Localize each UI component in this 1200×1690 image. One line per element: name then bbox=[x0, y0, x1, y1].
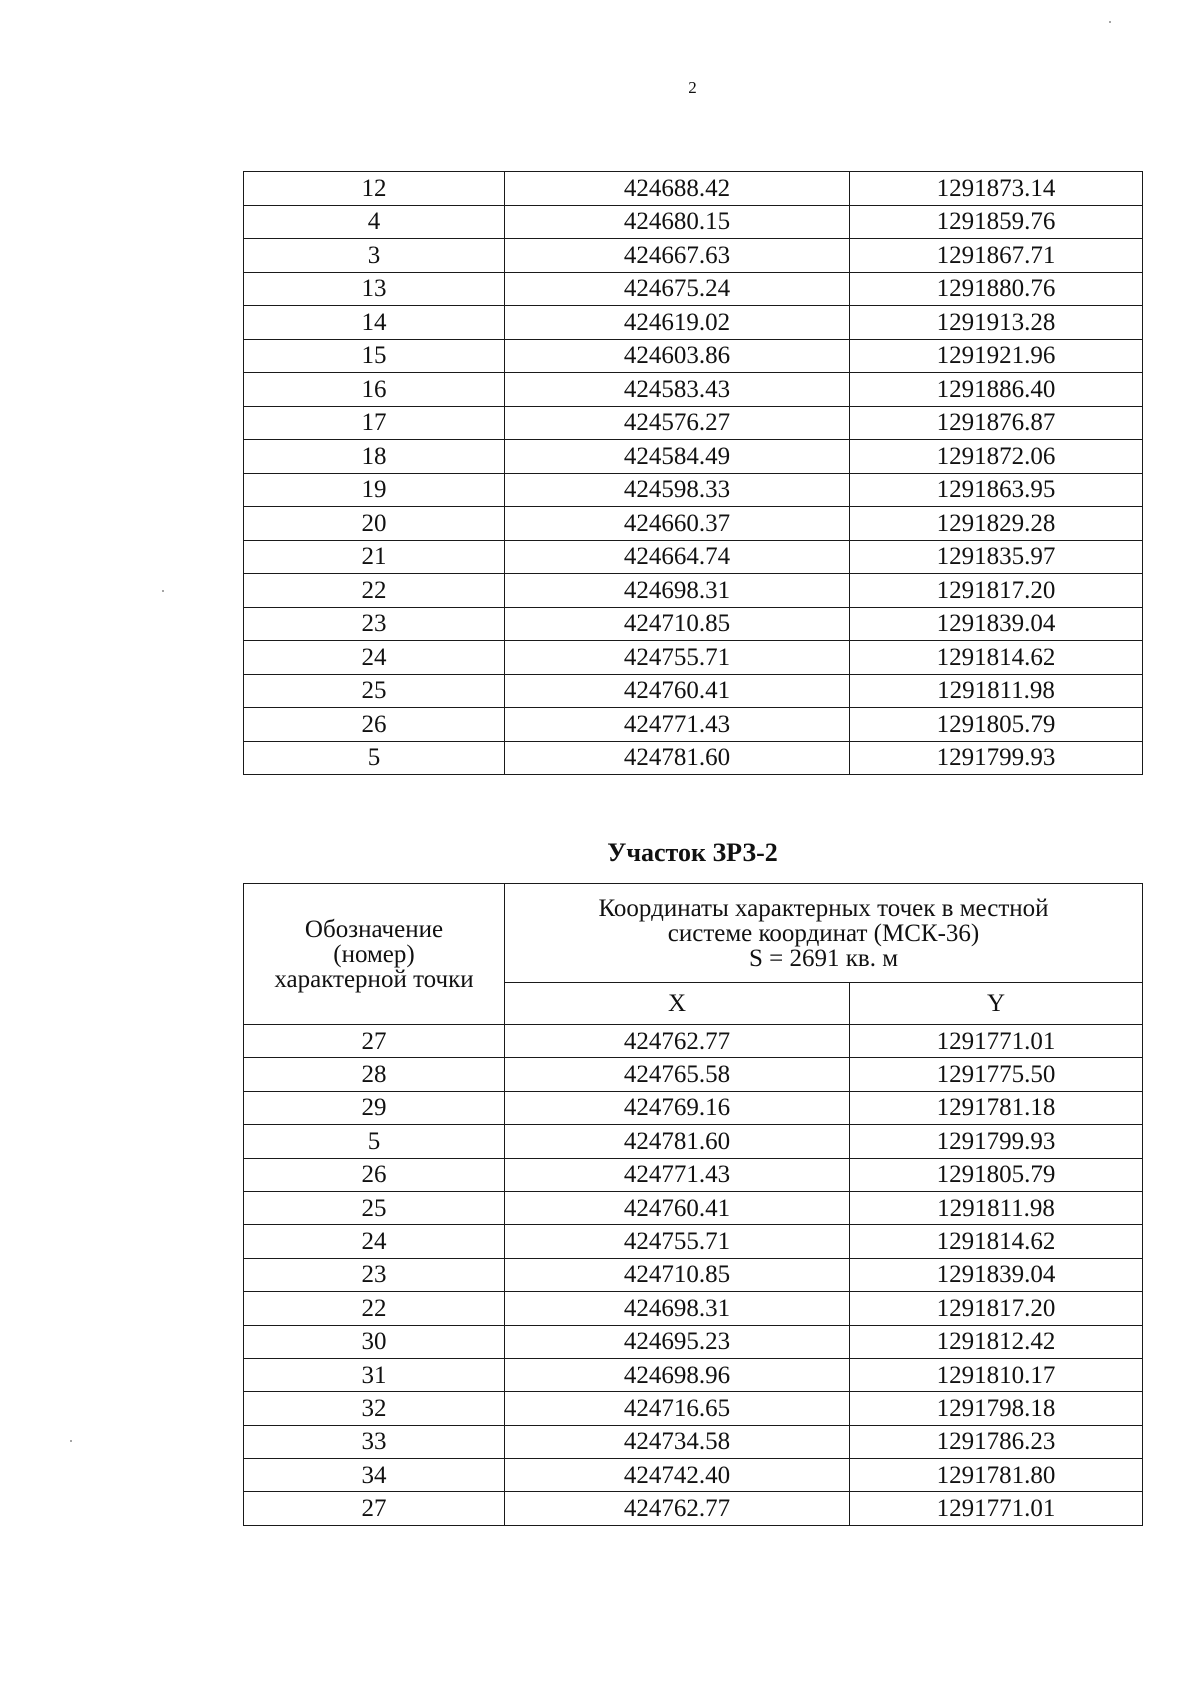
point-number-cell: 22 bbox=[244, 574, 505, 608]
table2-body bbox=[244, 1025, 1143, 1526]
x-coordinate-cell: 424698.31 bbox=[505, 1292, 850, 1325]
table-row bbox=[244, 574, 1143, 608]
point-number-cell: 3 bbox=[244, 239, 505, 273]
scan-speck bbox=[162, 590, 164, 592]
y-coordinate-cell: 1291817.20 bbox=[850, 574, 1143, 608]
table-row bbox=[244, 1358, 1143, 1391]
table-row bbox=[244, 1492, 1143, 1525]
table-row bbox=[244, 540, 1143, 574]
table-header-row bbox=[244, 884, 1143, 983]
x-coordinate-cell: 424675.24 bbox=[505, 272, 850, 306]
y-coordinate-cell: 1291771.01 bbox=[850, 1025, 1143, 1058]
point-number-cell: 19 bbox=[244, 473, 505, 507]
table-row bbox=[244, 306, 1143, 340]
point-number-cell: 25 bbox=[244, 674, 505, 708]
table-row bbox=[244, 1258, 1143, 1291]
table-row bbox=[244, 741, 1143, 775]
y-coordinate-cell: 1291839.04 bbox=[850, 1258, 1143, 1291]
y-coordinate-cell: 1291771.01 bbox=[850, 1492, 1143, 1525]
x-coordinate-cell: 424698.96 bbox=[505, 1358, 850, 1391]
y-coordinate-cell: 1291810.17 bbox=[850, 1358, 1143, 1391]
table-row bbox=[244, 373, 1143, 407]
point-number-cell: 15 bbox=[244, 339, 505, 373]
point-number-cell: 18 bbox=[244, 440, 505, 474]
y-coordinate-cell: 1291859.76 bbox=[850, 205, 1143, 239]
y-coordinate-cell: 1291863.95 bbox=[850, 473, 1143, 507]
table-row bbox=[244, 1058, 1143, 1091]
designation-header-line1: Обозначение bbox=[304, 915, 444, 943]
x-coordinate-cell: 424760.41 bbox=[505, 1191, 850, 1224]
point-number-cell: 25 bbox=[244, 1191, 505, 1224]
x-coordinate-cell: 424664.74 bbox=[505, 540, 850, 574]
y-coordinate-cell: 1291835.97 bbox=[850, 540, 1143, 574]
coordinates-header bbox=[505, 884, 1143, 983]
table-row bbox=[244, 1191, 1143, 1224]
y-coordinate-cell: 1291799.93 bbox=[850, 741, 1143, 775]
y-coordinate-cell: 1291805.79 bbox=[850, 1158, 1143, 1191]
x-coordinate-cell: 424698.31 bbox=[505, 574, 850, 608]
x-coordinate-cell: 424619.02 bbox=[505, 306, 850, 340]
point-number-cell: 23 bbox=[244, 607, 505, 641]
x-coordinate-cell: 424781.60 bbox=[505, 741, 850, 775]
y-coordinate-cell: 1291775.50 bbox=[850, 1058, 1143, 1091]
point-number-cell: 13 bbox=[244, 272, 505, 306]
y-coordinate-cell: 1291867.71 bbox=[850, 239, 1143, 273]
y-coordinate-cell: 1291839.04 bbox=[850, 607, 1143, 641]
x-coordinate-cell: 424603.86 bbox=[505, 339, 850, 373]
table-row bbox=[244, 406, 1143, 440]
area-label: S = 2691 кв. м bbox=[748, 944, 899, 972]
point-number-cell: 26 bbox=[244, 1158, 505, 1191]
point-number-cell: 4 bbox=[244, 205, 505, 239]
x-coordinate-cell: 424660.37 bbox=[505, 507, 850, 541]
table-row bbox=[244, 205, 1143, 239]
table-row bbox=[244, 473, 1143, 507]
table1-body bbox=[244, 172, 1143, 775]
x-coordinate-cell: 424716.65 bbox=[505, 1392, 850, 1425]
x-coordinate-cell: 424755.71 bbox=[505, 1225, 850, 1258]
y-coordinate-cell: 1291799.93 bbox=[850, 1125, 1143, 1158]
x-coordinate-cell: 424762.77 bbox=[505, 1025, 850, 1058]
point-number-cell: 5 bbox=[244, 1125, 505, 1158]
x-coordinate-cell: 424688.42 bbox=[505, 172, 850, 206]
point-number-cell: 32 bbox=[244, 1392, 505, 1425]
point-number-cell: 24 bbox=[244, 641, 505, 675]
x-coordinate-cell: 424667.63 bbox=[505, 239, 850, 273]
table-row bbox=[244, 1125, 1143, 1158]
coordinates-header-line1: Координаты характерных точек в местной bbox=[598, 894, 1049, 922]
x-coordinate-cell: 424734.58 bbox=[505, 1425, 850, 1458]
table-row bbox=[244, 1425, 1143, 1458]
coordinates-header-line2: системе координат (МСК-36) bbox=[667, 919, 980, 947]
designation-header-line3: характерной точки bbox=[274, 965, 474, 993]
table-row bbox=[244, 1158, 1143, 1191]
point-number-cell: 14 bbox=[244, 306, 505, 340]
table-row bbox=[244, 440, 1143, 474]
table-row bbox=[244, 1325, 1143, 1358]
table-row bbox=[244, 1292, 1143, 1325]
table-row bbox=[244, 339, 1143, 373]
y-coordinate-cell: 1291872.06 bbox=[850, 440, 1143, 474]
table-row bbox=[244, 1392, 1143, 1425]
x-coordinate-cell: 424695.23 bbox=[505, 1325, 850, 1358]
y-coordinate-cell: 1291786.23 bbox=[850, 1425, 1143, 1458]
table-row bbox=[244, 272, 1143, 306]
x-coordinate-cell: 424771.43 bbox=[505, 708, 850, 742]
point-number-cell: 20 bbox=[244, 507, 505, 541]
table-row bbox=[244, 1091, 1143, 1124]
y-coordinate-cell: 1291814.62 bbox=[850, 641, 1143, 675]
x-coordinate-cell: 424710.85 bbox=[505, 1258, 850, 1291]
y-coordinate-cell: 1291812.42 bbox=[850, 1325, 1143, 1358]
table-row bbox=[244, 1459, 1143, 1492]
y-coordinate-cell: 1291811.98 bbox=[850, 674, 1143, 708]
y-coordinate-cell: 1291913.28 bbox=[850, 306, 1143, 340]
table-row bbox=[244, 172, 1143, 206]
x-coordinate-cell: 424771.43 bbox=[505, 1158, 850, 1191]
x-coordinate-cell: 424765.58 bbox=[505, 1058, 850, 1091]
point-number-cell: 29 bbox=[244, 1091, 505, 1124]
x-coordinate-cell: 424742.40 bbox=[505, 1459, 850, 1492]
x-coordinate-cell: 424762.77 bbox=[505, 1492, 850, 1525]
x-coordinate-cell: 424598.33 bbox=[505, 473, 850, 507]
point-number-cell: 34 bbox=[244, 1459, 505, 1492]
coordinates-table-continued bbox=[243, 171, 1143, 775]
table-row bbox=[244, 641, 1143, 675]
point-number-cell: 30 bbox=[244, 1325, 505, 1358]
table-row bbox=[244, 674, 1143, 708]
point-number-cell: 24 bbox=[244, 1225, 505, 1258]
y-coordinate-cell: 1291921.96 bbox=[850, 339, 1143, 373]
y-header: Y bbox=[850, 983, 1143, 1025]
x-coordinate-cell: 424760.41 bbox=[505, 674, 850, 708]
y-coordinate-cell: 1291880.76 bbox=[850, 272, 1143, 306]
point-number-cell: 31 bbox=[244, 1358, 505, 1391]
x-coordinate-cell: 424710.85 bbox=[505, 607, 850, 641]
point-number-cell: 17 bbox=[244, 406, 505, 440]
y-coordinate-cell: 1291886.40 bbox=[850, 373, 1143, 407]
designation-header-line2: (номер) bbox=[333, 940, 415, 968]
y-coordinate-cell: 1291781.18 bbox=[850, 1091, 1143, 1124]
x-coordinate-cell: 424680.15 bbox=[505, 205, 850, 239]
table-row bbox=[244, 507, 1143, 541]
point-number-cell: 16 bbox=[244, 373, 505, 407]
point-number-cell: 27 bbox=[244, 1492, 505, 1525]
point-number-cell: 22 bbox=[244, 1292, 505, 1325]
y-coordinate-cell: 1291781.80 bbox=[850, 1459, 1143, 1492]
section-title: Участок ЗРЗ-2 bbox=[607, 838, 778, 867]
y-coordinate-cell: 1291817.20 bbox=[850, 1292, 1143, 1325]
scan-speck bbox=[1109, 21, 1111, 23]
point-number-cell: 26 bbox=[244, 708, 505, 742]
table-row bbox=[244, 239, 1143, 273]
x-coordinate-cell: 424576.27 bbox=[505, 406, 850, 440]
designation-header bbox=[244, 884, 505, 1025]
y-coordinate-cell: 1291798.18 bbox=[850, 1392, 1143, 1425]
table-row bbox=[244, 1025, 1143, 1058]
scan-speck bbox=[70, 1440, 72, 1442]
point-number-cell: 33 bbox=[244, 1425, 505, 1458]
coordinates-table-zrz2 bbox=[243, 883, 1143, 1526]
y-coordinate-cell: 1291805.79 bbox=[850, 708, 1143, 742]
y-coordinate-cell: 1291829.28 bbox=[850, 507, 1143, 541]
x-coordinate-cell: 424755.71 bbox=[505, 641, 850, 675]
y-coordinate-cell: 1291876.87 bbox=[850, 406, 1143, 440]
point-number-cell: 5 bbox=[244, 741, 505, 775]
x-coordinate-cell: 424769.16 bbox=[505, 1091, 850, 1124]
table-row bbox=[244, 1225, 1143, 1258]
table-row bbox=[244, 708, 1143, 742]
x-coordinate-cell: 424781.60 bbox=[505, 1125, 850, 1158]
page-number: 2 bbox=[688, 78, 697, 97]
point-number-cell: 27 bbox=[244, 1025, 505, 1058]
x-header: X bbox=[505, 983, 850, 1025]
point-number-cell: 28 bbox=[244, 1058, 505, 1091]
point-number-cell: 12 bbox=[244, 172, 505, 206]
y-coordinate-cell: 1291811.98 bbox=[850, 1191, 1143, 1224]
x-coordinate-cell: 424584.49 bbox=[505, 440, 850, 474]
y-coordinate-cell: 1291873.14 bbox=[850, 172, 1143, 206]
y-coordinate-cell: 1291814.62 bbox=[850, 1225, 1143, 1258]
point-number-cell: 21 bbox=[244, 540, 505, 574]
x-coordinate-cell: 424583.43 bbox=[505, 373, 850, 407]
point-number-cell: 23 bbox=[244, 1258, 505, 1291]
table-row bbox=[244, 607, 1143, 641]
